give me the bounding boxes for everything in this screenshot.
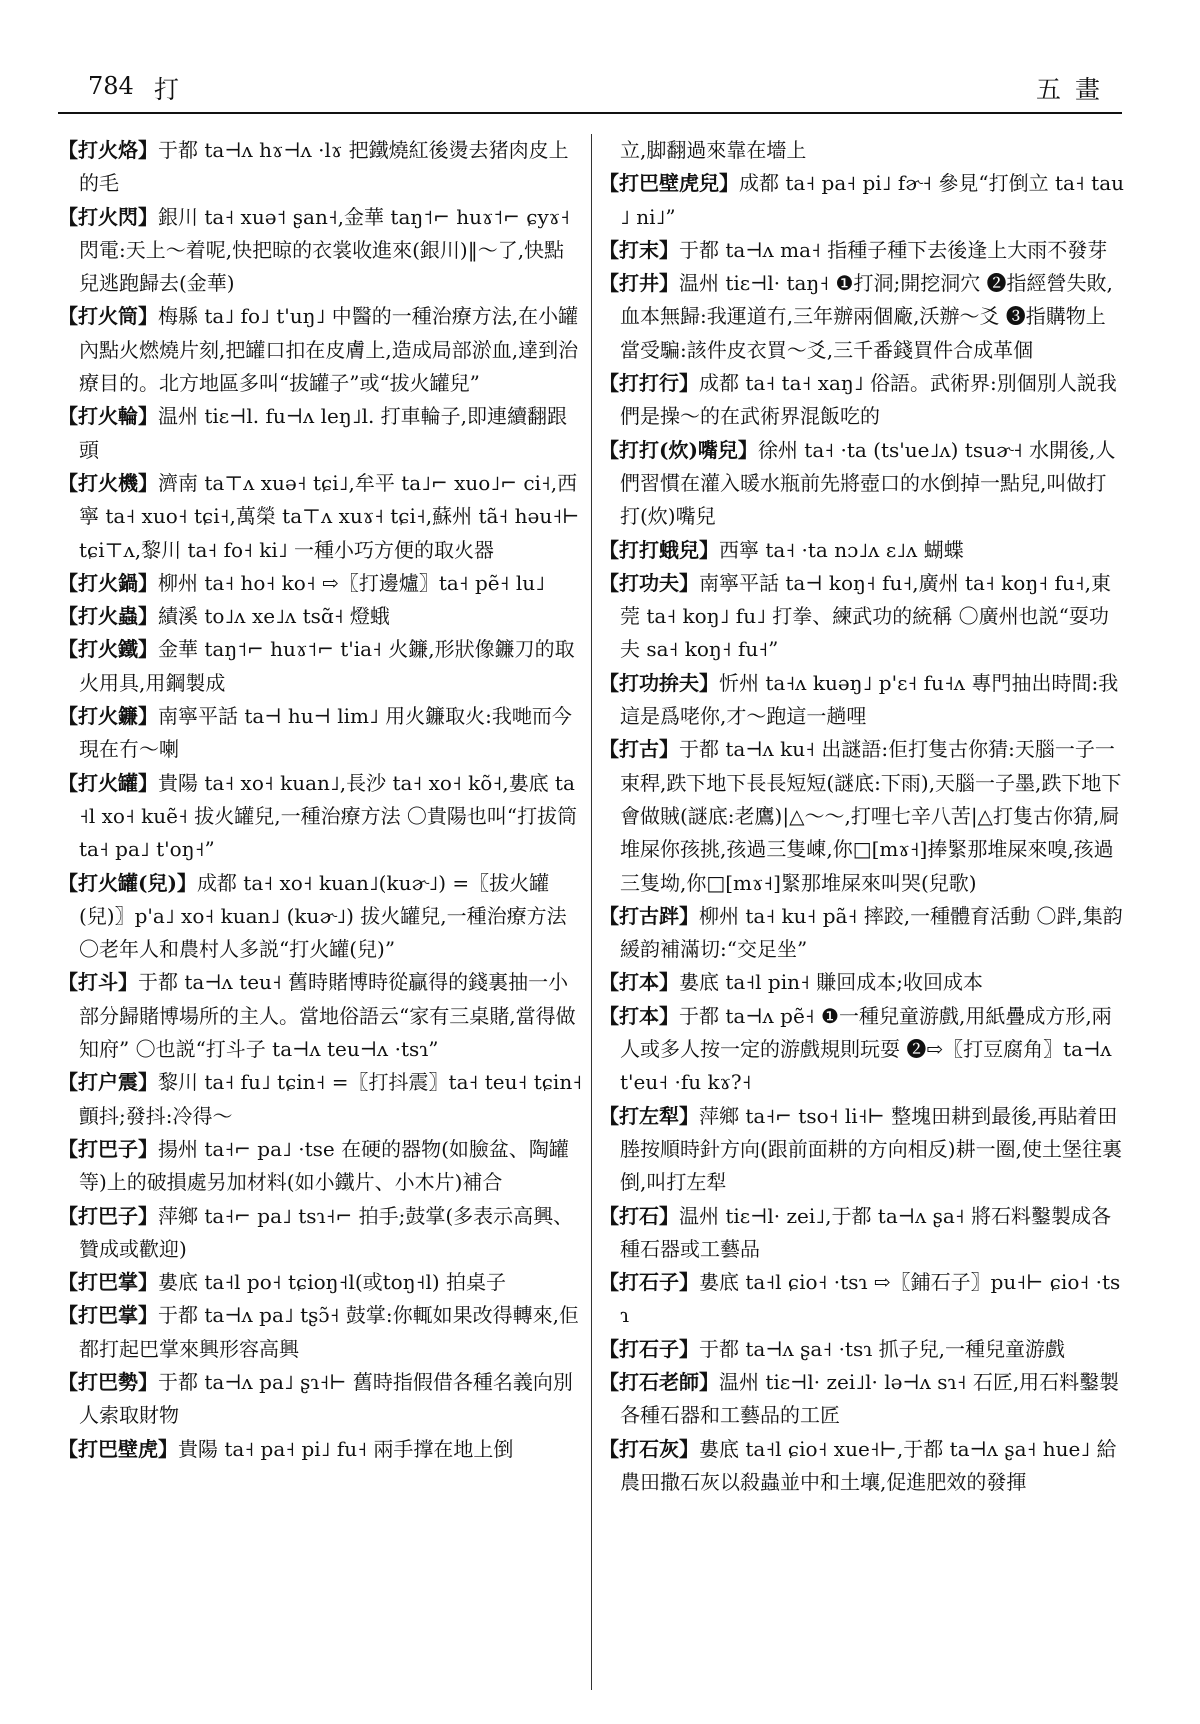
- dictionary-entry: [599, 234, 1124, 267]
- dictionary-entry: [58, 966, 583, 1066]
- entry-definition: 于都 ta⊣ʌ pa˩ ʂɿ˧⊢ 舊時指假借各種名義向別人索取財物: [79, 1369, 573, 1428]
- dictionary-entry: [58, 700, 583, 767]
- entry-headword: 【打火鐮】: [58, 704, 158, 729]
- dictionary-entry: [599, 567, 1124, 667]
- entry-headword: 【打古】: [599, 737, 679, 762]
- dictionary-entry: [58, 1366, 583, 1433]
- dictionary-entry: [58, 1133, 583, 1200]
- entry-definition: 温州 tiɛ⊣l· taŋ˧ ❶打洞;開挖洞穴 ❷指經營失敗,血本無歸:我運道冇,三年辦兩個廠,沃辦～爻 ❸指購物上當受騙:該件皮衣買～爻,三千番錢買件合成革個: [620, 271, 1113, 362]
- entry-definition: 于都 ta⊣ʌ pa˩ tʂɔ̃˧ 鼓掌:你輒如果改得轉來,佢都打起巴掌來興形容高興: [79, 1303, 579, 1361]
- dictionary-entry: [599, 1000, 1124, 1100]
- dictionary-entry: [58, 867, 583, 967]
- entry-headword: 【打井】: [599, 271, 679, 296]
- dictionary-entry: [599, 1200, 1124, 1267]
- section-title: 五畫: [1035, 75, 1114, 104]
- entry-definition: 温州 tiɛ⊣l. fu⊣ʌ leŋ˩l. 打車輪子,即連續翻跟頭: [79, 404, 568, 462]
- dictionary-entry: [58, 1299, 583, 1366]
- entry-headword: 【打石灰】: [599, 1436, 699, 1461]
- entry-definition: 婁底 ta˧l ɕio˧ xue˧⊢,于都 ta⊣ʌ ʂa˧ hue˩ 給農田撒石灰以殺蟲並中和土壤,促進肥效的發揮: [620, 1436, 1117, 1494]
- dictionary-entry: [58, 400, 583, 467]
- entry-headword: 【打功拚夫】: [599, 670, 719, 695]
- entry-headword: 【打打行】: [599, 371, 699, 396]
- column-divider: [591, 134, 592, 1690]
- page-number: 784: [88, 72, 134, 100]
- dictionary-entry: [599, 733, 1124, 899]
- entry-headword: 【打打蛾兒】: [599, 537, 719, 562]
- dictionary-entry: [599, 667, 1124, 734]
- entry-headword: 【打火罐(兒)】: [58, 870, 197, 895]
- entry-headword: 【打火烙】: [58, 138, 158, 162]
- entry-definition: 于都 ta⊣ʌ ʂa˧ ·tsɿ 抓子兒,一種兒童游戲: [699, 1336, 1066, 1361]
- entry-definition: 于都 ta⊣ʌ ma˧ 指種子種下去後逢上大雨不發芽: [679, 237, 1108, 262]
- dictionary-entry: [58, 467, 583, 567]
- entry-definition: 婁底 ta˧l ɕio˧ ·tsɿ ⇨〖鋪石子〗pu˧⊢ ɕio˧ ·tsɿ: [620, 1270, 1121, 1328]
- dictionary-entry: [58, 1433, 583, 1466]
- entry-headword: 【打石老師】: [599, 1369, 719, 1394]
- entry-definition: 成都 ta˧ pa˧ pi˩ fɚ˧ 參見“打倒立 ta˧ tau˩ ni˩”: [620, 171, 1124, 229]
- dictionary-entry: [58, 567, 583, 600]
- entry-definition: 于都 ta⊣ʌ hɤ⊣ʌ ·lɤ 把鐵燒紅後燙去猪肉皮上的毛: [79, 138, 569, 196]
- entry-headword: 【打巴子】: [58, 1203, 158, 1228]
- entry-definition: 忻州 ta˧ʌ kuəŋ˩ p'ɛ˧ fu˧ʌ 專門抽出時間:我這是爲咾你,才～跑這一趟哩: [620, 670, 1119, 729]
- entry-definition: 柳州 ta˧ ku˧ pã˧ 摔跤,一種體育活動 〇跘,集韵緩韵補滿切:“交足坐”: [620, 903, 1123, 962]
- dictionary-entry: [599, 900, 1124, 967]
- entry-headword: 【打左犁】: [599, 1103, 699, 1128]
- entry-headword: 【打打(炊)嘴兒】: [599, 437, 758, 462]
- header-character: 打: [154, 75, 180, 104]
- entry-definition: 萍鄉 ta˧⌐ tso˧ li˧⊢ 整塊田耕到最後,再貼着田塍按順時針方向(跟前面耕的方向相反)耕一圈,使土堡往裏倒,叫打左犁: [620, 1103, 1122, 1195]
- entry-headword: 【打巴壁虎兒】: [599, 171, 739, 196]
- dictionary-entry: [58, 201, 583, 301]
- left-column: [58, 134, 583, 1466]
- entry-headword: 【打户震】: [58, 1070, 158, 1095]
- entry-definition: 梅縣 ta˩ fo˩ t'uŋ˩ 中醫的一種治療方法,在小罐內點火燃燒片刻,把罐口扣在皮膚上,造成局部淤血,達到治療目的。北方地區多叫“拔罐子”或“拔火罐兒”: [79, 304, 579, 396]
- entry-definition: 于都 ta⊣ʌ ku˧ 出謎語:佢打隻古你猜:天腦一子一束稈,跌下地下長長短短(謎底:下雨),天腦一子墨,跌下地下會做賊(謎底:老鷹)|△～～,打哩七辛八苦|△打隻古你猜,屙堆屎你孩挑,孩過三隻崠,你□[mɤ˧]捧緊那堆屎來嗅,孩過三隻坳,你□[mɤ˧]緊那堆屎來叫哭(兒歌): [620, 737, 1122, 895]
- entry-definition: 績溪 to˩ʌ xe˩ʌ tsɑ̃˧ 燈蛾: [158, 604, 390, 629]
- entry-headword: 【打巴掌】: [58, 1303, 158, 1328]
- dictionary-entry: [599, 434, 1124, 534]
- entry-definition: 南寧平話 ta⊣ koŋ˧ fu˧,廣州 ta˧ koŋ˧ fu˧,東莞 ta˧ koŋ˩ fu˩ 打拳、練武功的統稱 〇廣州也説“耍功夫 sa˧ koŋ˧ fu˧”: [620, 570, 1111, 662]
- dictionary-entry: [599, 534, 1124, 567]
- entry-definition: 萍鄉 ta˧⌐ pa˩ tsɿ˧⌐ 拍手;鼓掌(多表示高興、贊成或歡迎): [79, 1203, 574, 1261]
- entry-definition: 温州 tiɛ⊣l· zei˩l· lə⊣ʌ sɿ˧ 石匠,用石料鑿製各種石器和工藝品的工匠: [620, 1369, 1120, 1428]
- entry-definition: 温州 tiɛ⊣l· zei˩,于都 ta⊣ʌ ʂa˧ 將石料鑿製成各種石器或工藝品: [620, 1203, 1112, 1261]
- entry-headword: 【打火機】: [58, 470, 158, 495]
- dictionary-entry: [58, 1200, 583, 1267]
- entry-headword: 【打火蟲】: [58, 604, 158, 629]
- entry-headword: 【打古跘】: [599, 903, 699, 928]
- entry-definition: 徐州 ta˧ ·ta (ts'ue˩ʌ) tsuɚ˧ 水開後,人們習慣在灌入暖水瓶前先將壺口的水倒掉一點兒,叫做打打(炊)嘴兒: [620, 437, 1116, 529]
- dictionary-entry: [58, 600, 583, 633]
- entry-definition: 濟南 ta⊤ʌ xuə˧ tɕi˩,牟平 ta˩⌐ xuo˩⌐ ci˧,西寧 ta˧ xuo˧ tɕi˧,萬榮 ta⊤ʌ xuɤ˧ tɕi˧,蘇州 tã˧ həu˧⊢ tɕi⊤ʌ,黎川 ta˧ fo˧ ki˩ 一種小巧方便的取火器: [79, 470, 580, 562]
- dictionary-entry: [599, 1366, 1124, 1433]
- entry-headword: 【打石】: [599, 1203, 679, 1228]
- dictionary-entry: [599, 267, 1124, 367]
- entry-definition: 南寧平話 ta⊣ hu⊣ lim˩ 用火鐮取火:我哋而今現在冇～喇: [79, 704, 572, 762]
- entry-definition: 揚州 ta˧⌐ pa˩ ·tse 在硬的器物(如臉盆、陶罐等)上的破損處另加材料(如小鐵片、小木片)補合: [79, 1136, 569, 1195]
- entry-definition: 成都 ta˧ xo˧ kuan˩(kuɚ˩) =〖拔火罐(兒)〗p'a˩ xo˧ kuan˩ (kuɚ˩) 拔火罐兒,一種治療方法 〇老年人和農村人多説“打火罐(兒)”: [79, 870, 567, 962]
- dictionary-entry: [599, 367, 1124, 434]
- entry-columns: [58, 134, 1124, 1694]
- dictionary-entry: [599, 1333, 1124, 1366]
- entry-headword: 【打石子】: [599, 1270, 699, 1295]
- dictionary-entry: [58, 1266, 583, 1299]
- entry-definition: 婁底 ta˧l po˧ tɕioŋ˧l(或toŋ˧l) 拍桌子: [158, 1270, 506, 1295]
- entry-headword: 【打功夫】: [599, 570, 699, 595]
- entry-headword: 【打巴子】: [58, 1136, 158, 1161]
- dictionary-entry: [599, 134, 1124, 167]
- dictionary-entry: [58, 134, 583, 201]
- dictionary-entry: [599, 966, 1124, 999]
- entry-definition: 立,脚翻過來靠在墻上: [620, 138, 807, 162]
- entry-definition: 貴陽 ta˧ xo˧ kuan˩,長沙 ta˧ xo˧ kõ˧,婁底 ta˧l xo˧ kuẽ˧ 拔火罐兒,一種治療方法 〇貴陽也叫“打拔筒 ta˧ pa˩ t'oŋ˧”: [79, 770, 578, 862]
- dictionary-entry: [599, 1266, 1124, 1333]
- entry-headword: 【打火閃】: [58, 204, 158, 229]
- entry-definition: 成都 ta˧ ta˧ xaŋ˩ 俗語。武術界:別個別人説我們是操～的在武術界混飯吃的: [620, 371, 1117, 429]
- entry-headword: 【打火罐】: [58, 770, 158, 795]
- entry-headword: 【打本】: [599, 970, 679, 995]
- entry-headword: 【打巴壁虎】: [58, 1436, 178, 1461]
- entry-definition: 婁底 ta˧l pin˧ 賺回成本;收回成本: [679, 970, 983, 995]
- entry-headword: 【打火鍋】: [58, 570, 158, 595]
- entry-headword: 【打末】: [599, 237, 679, 262]
- entry-definition: 銀川 ta˧ xuə˦ ʂan˧,金華 taŋ˦⌐ huɤ˦⌐ ɕyɤ˧ 閃電:天上～着呢,快把晾的衣裳收進來(銀川)‖～了,快點兒逃跑歸去(金華): [79, 204, 570, 296]
- entry-definition: 西寧 ta˧ ·ta nɔ˩ʌ ɛ˩ʌ 蝴蝶: [719, 537, 964, 562]
- entry-definition: 貴陽 ta˧ pa˧ pi˩ fu˧ 兩手撑在地上倒: [178, 1436, 514, 1461]
- dictionary-entry: [599, 1100, 1124, 1200]
- page-header: [58, 70, 1122, 114]
- entry-definition: 柳州 ta˧ ho˧ ko˧ ⇨〖打邊爐〗ta˧ pẽ˧ lu˩: [158, 570, 546, 595]
- dictionary-entry: [599, 167, 1124, 234]
- entry-definition: 金華 taŋ˦⌐ huɤ˦⌐ t'ia˧ 火鐮,形狀像鐮刀的取火用具,用鋼製成: [79, 637, 575, 695]
- entry-definition: 于都 ta⊣ʌ teu˧ 舊時賭博時從贏得的錢裏抽一小部分歸賭博場所的主人。當地俗語云“家有三桌賭,當得做知府” 〇也説“打斗子 ta⊣ʌ teu⊣ʌ ·tsɿ”: [79, 970, 576, 1062]
- dictionary-entry: [58, 767, 583, 867]
- dictionary-entry: [58, 300, 583, 400]
- dictionary-entry: [58, 1066, 583, 1133]
- dictionary-entry: [58, 633, 583, 700]
- entry-headword: 【打火筒】: [58, 304, 158, 329]
- entry-definition: 于都 ta⊣ʌ pẽ˧ ❶一種兒童游戲,用紙疊成方形,兩人或多人按一定的游戲規則玩耍 ❷⇨〖打豆腐角〗ta⊣ʌ t'eu˧ ·fu kɤ?˧: [620, 1003, 1112, 1095]
- entry-headword: 【打本】: [599, 1003, 679, 1028]
- dictionary-entry: [599, 1433, 1124, 1500]
- entry-headword: 【打石子】: [599, 1336, 699, 1361]
- right-column: [599, 134, 1124, 1499]
- entry-headword: 【打火輪】: [58, 404, 158, 429]
- entry-headword: 【打火鐵】: [58, 637, 158, 662]
- entry-definition: 黎川 ta˧ fu˩ tɕin˧ =〖打抖震〗ta˧ teu˧ tɕin˧ 顫抖;發抖:冷得～: [79, 1070, 583, 1128]
- entry-headword: 【打巴掌】: [58, 1270, 158, 1295]
- entry-headword: 【打斗】: [58, 970, 138, 995]
- entry-headword: 【打巴勢】: [58, 1369, 158, 1394]
